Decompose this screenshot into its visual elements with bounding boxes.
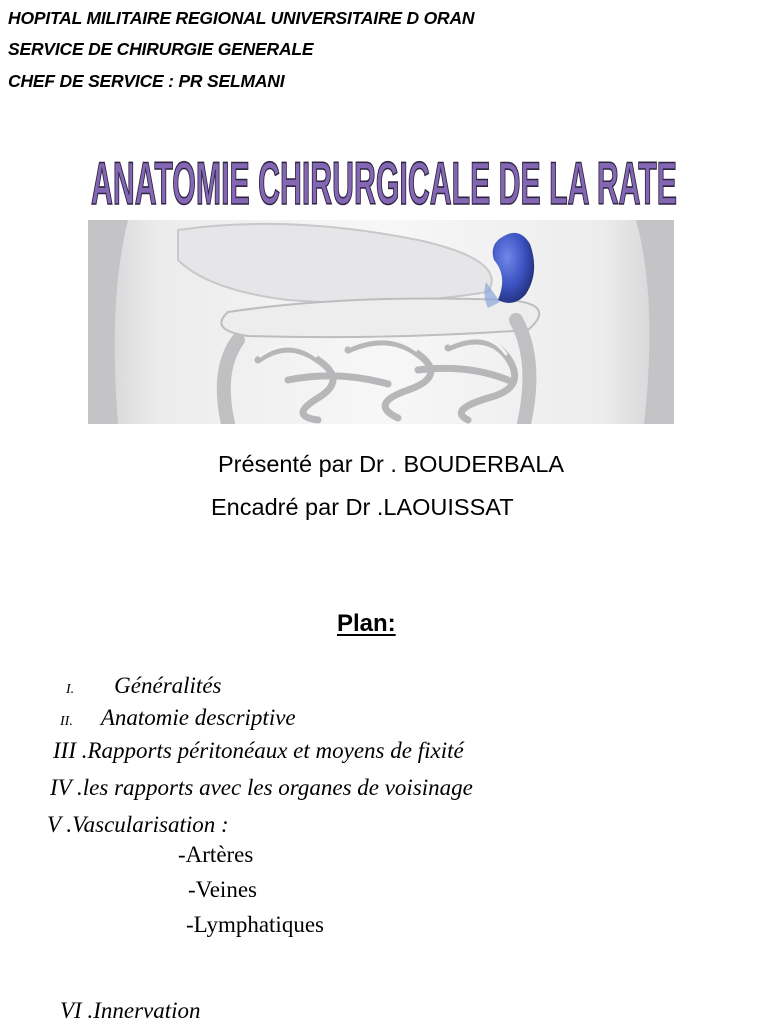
plan-item-number: II. [60,714,73,729]
hospital-name: HOPITAL MILITAIRE REGIONAL UNIVERSITAIRE D ORAN [8,8,475,28]
plan-item-6 [60,998,201,1024]
title-text: ANATOMIE CHIRURGICALE DE LA RATE [91,150,677,217]
plan-title: Plan: [337,610,396,637]
plan-item-label: Vascularisation : [72,812,229,837]
plan-item-number: IV . [50,775,83,800]
sub-item-arteres: -Artères [178,842,254,867]
plan-item-number: V . [47,812,73,837]
service-name: SERVICE DE CHIRURGIE GENERALE [8,39,314,59]
presented-by: Présenté par Dr . BOUDERBALA [218,451,565,477]
plan-item-1 [66,673,221,699]
sub-item-lymphatiques: -Lymphatiques [186,912,324,937]
plan-item-number: VI . [60,998,94,1023]
plan-item-label: Innervation [93,998,201,1023]
plan-item-4 [50,775,473,801]
plan-item-label: Anatomie descriptive [100,705,296,730]
plan-item-label: Rapports péritonéaux et moyens de fixité [87,738,464,763]
chief-of-service: CHEF DE SERVICE : PR SELMANI [8,71,285,91]
plan-item-number: III . [53,738,88,763]
abdomen-illustration [88,220,674,424]
plan-item-label: les rapports avec les organes de voisinage [82,775,473,800]
plan-item-label: Généralités [114,673,222,698]
document-title [86,138,682,218]
plan-item-number: I. [66,682,75,697]
supervised-by: Encadré par Dr .LAOUISSAT [211,494,514,520]
plan-item-5 [47,812,229,838]
plan-item-3 [53,738,464,764]
sub-item-veines: -Veines [188,877,257,902]
plan-item-2 [60,705,296,731]
